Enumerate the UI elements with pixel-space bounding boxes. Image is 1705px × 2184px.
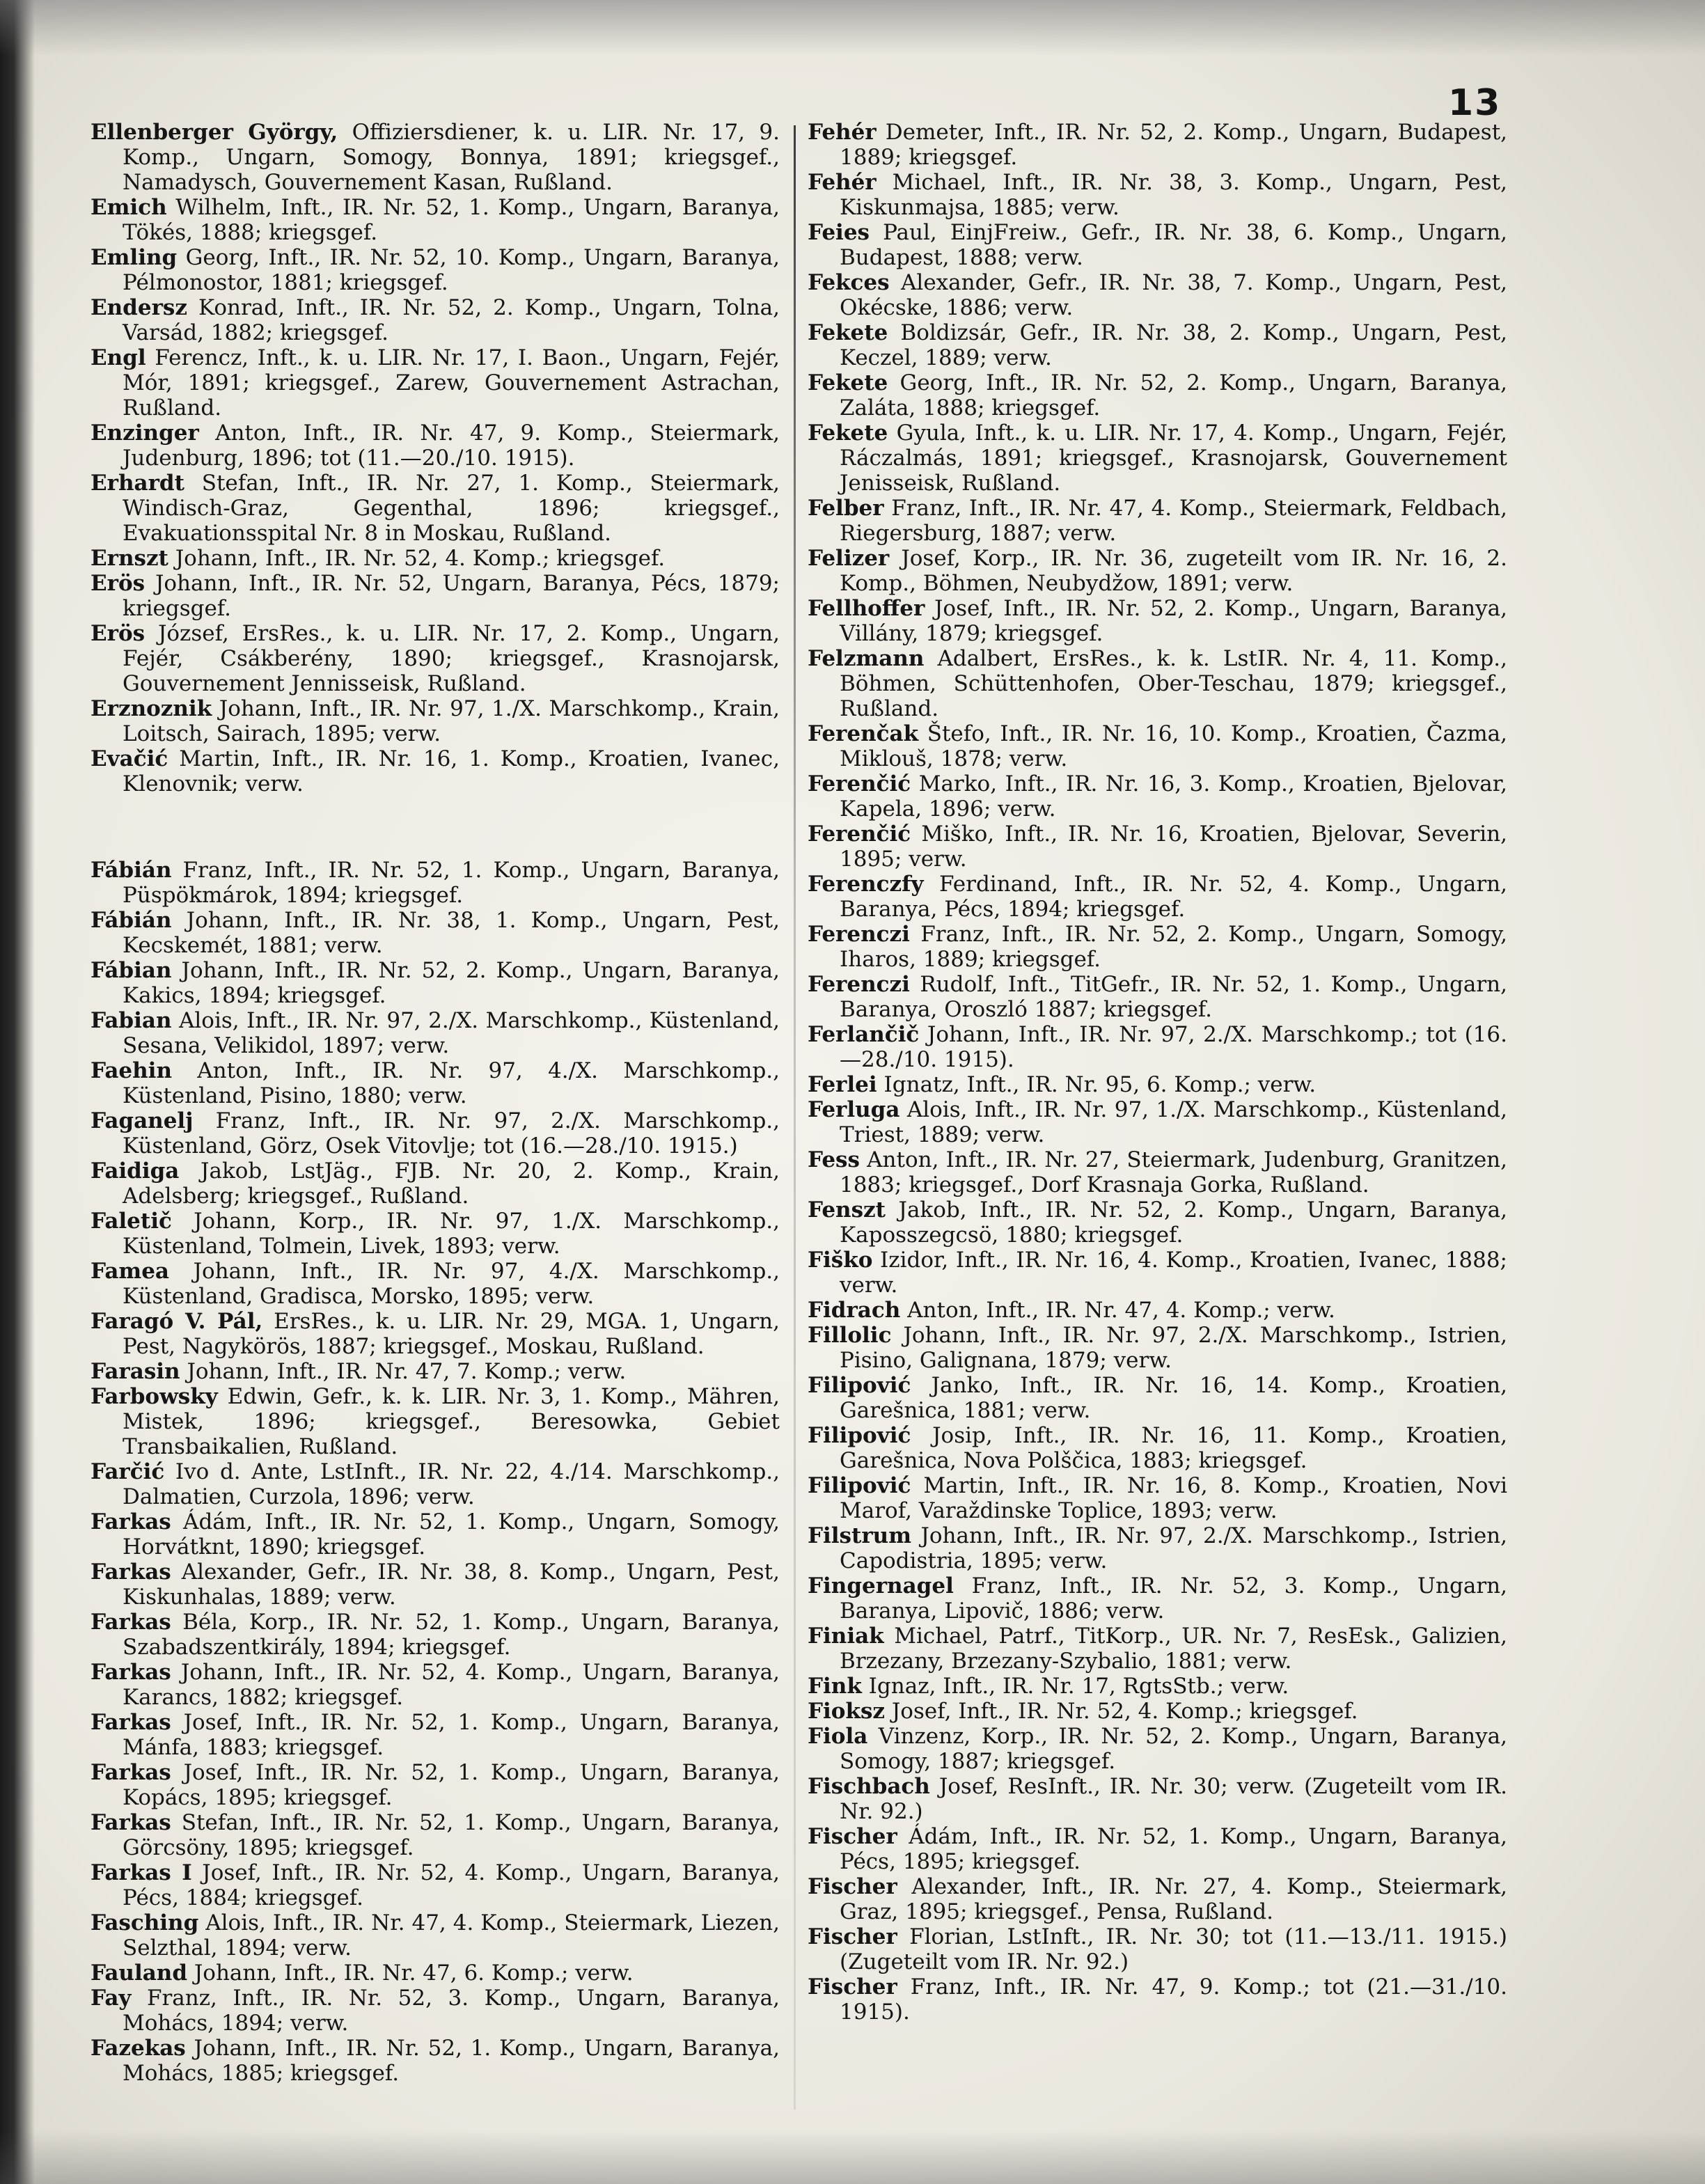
list-entry	[91, 1384, 780, 1459]
list-entry	[808, 120, 1507, 170]
entry-surname: Emling	[91, 245, 178, 270]
entry-surname: Famea	[91, 1259, 170, 1284]
entry-surname: Farčić	[91, 1459, 165, 1484]
entry-surname: Fischer	[808, 1924, 897, 1949]
list-entry	[91, 1158, 780, 1209]
entry-details: Johann, Inft., IR. Nr. 97, 2./X. Marschkomp., Istrien, Capodistria, 1895; verw.	[840, 1523, 1507, 1573]
entry-surname: Felizer	[808, 546, 890, 571]
entry-details: Anton, Inft., IR. Nr. 27, Steiermark, Judenburg, Granitzen, 1883; kriegsgef., Dorf Krasnaja Gorka, Rußland.	[840, 1147, 1507, 1197]
page-number: 13	[1448, 82, 1502, 124]
list-entry	[808, 1774, 1507, 1824]
entry-surname: Erös	[91, 571, 146, 596]
list-entry	[91, 1509, 780, 1560]
list-entry	[91, 2036, 780, 2086]
entry-surname: Fiola	[808, 1724, 868, 1749]
list-entry	[808, 822, 1507, 872]
list-entry	[808, 1022, 1507, 1072]
list-entry	[91, 1309, 780, 1359]
entry-details: Franz, Inft., IR. Nr. 52, 2. Komp., Ungarn, Somogy, Iharos, 1889; kriegsgef.	[840, 922, 1507, 972]
entry-surname: Felzmann	[808, 646, 925, 671]
entry-details: Edwin, Gefr., k. k. LIR. Nr. 3, 1. Komp., Mähren, Mistek, 1896; kriegsgef., Beresowka, Gebiet Transbaikalien, Rußland.	[123, 1384, 780, 1459]
list-entry	[808, 1924, 1507, 1974]
list-entry	[91, 345, 780, 421]
entry-details: Franz, Inft., IR. Nr. 52, 3. Komp., Ungarn, Baranya, Mohács, 1894; verw.	[123, 1986, 780, 2036]
list-entry	[808, 1724, 1507, 1774]
entry-details: Franz, Inft., IR. Nr. 47, 4. Komp., Steiermark, Feldbach, Riegersburg, 1887; verw.	[840, 496, 1507, 546]
entry-surname: Erznoznik	[91, 696, 212, 721]
list-entry	[91, 295, 780, 345]
entry-surname: Fink	[808, 1674, 862, 1699]
entry-details: Izidor, Inft., IR. Nr. 16, 4. Komp., Kroatien, Ivanec, 1888; verw.	[840, 1248, 1507, 1298]
entry-surname: Ferenczi	[808, 922, 910, 947]
entry-details: Michael, Inft., IR. Nr. 38, 3. Komp., Ungarn, Pest, Kiskunmajsa, 1885; verw.	[840, 170, 1507, 220]
entry-details: Rudolf, Inft., TitGefr., IR. Nr. 52, 1. Komp., Ungarn, Baranya, Oroszló 1887; kriegsgef.	[840, 972, 1507, 1022]
entry-surname: Engl	[91, 345, 146, 370]
entry-surname: Fenszt	[808, 1197, 886, 1223]
list-entry	[808, 1974, 1507, 2025]
list-entry	[808, 270, 1507, 320]
entry-details: Alois, Inft., IR. Nr. 97, 1./X. Marschkomp., Küstenland, Triest, 1889; verw.	[840, 1097, 1507, 1147]
entry-surname: Farkas	[91, 1560, 171, 1585]
entry-details: Johann, Inft., IR. Nr. 52, 2. Komp., Ungarn, Baranya, Kakics, 1894; kriegsgef.	[123, 958, 780, 1008]
entry-surname: Fehér	[808, 120, 877, 145]
entry-details: Michael, Patrf., TitKorp., UR. Nr. 7, ResEsk., Galizien, Brzezany, Brzezany-Szybalio, 1881; verw.	[840, 1624, 1507, 1674]
list-entry	[808, 972, 1507, 1022]
list-entry	[808, 1523, 1507, 1573]
list-entry	[91, 1810, 780, 1860]
entry-surname: Farkas	[91, 1710, 171, 1735]
entry-details: Josef, Inft., IR. Nr. 52, 2. Komp., Ungarn, Baranya, Villány, 1879; kriegsgef.	[840, 596, 1507, 646]
entry-details: Paul, EinjFreiw., Gefr., IR. Nr. 38, 6. Komp., Ungarn, Budapest, 1888; verw.	[840, 220, 1507, 270]
list-entry	[91, 1860, 780, 1910]
entry-details: Ádám, Inft., IR. Nr. 52, 1. Komp., Ungarn, Baranya, Pécs, 1895; kriegsgef.	[840, 1824, 1507, 1874]
entry-surname: Fekces	[808, 270, 890, 295]
list-entry	[808, 1072, 1507, 1097]
list-entry	[91, 471, 780, 546]
entry-details: Johann, Inft., IR. Nr. 97, 2./X. Marschkomp., Istrien, Pisino, Galignana, 1879; verw.	[840, 1323, 1507, 1373]
entry-details: Anton, Inft., IR. Nr. 47, 4. Komp.; verw.	[900, 1298, 1335, 1323]
list-entry	[808, 1824, 1507, 1874]
list-entry	[808, 220, 1507, 270]
list-entry	[91, 571, 780, 621]
list-entry	[91, 958, 780, 1008]
entry-details: Josip, Inft., IR. Nr. 16, 11. Komp., Kroatien, Garešnica, Nova Polščica, 1883; kriegsgef.	[840, 1423, 1507, 1473]
entry-surname: Erhardt	[91, 471, 184, 496]
entry-details: Franz, Inft., IR. Nr. 47, 9. Komp.; tot (21.—31./10. 1915).	[840, 1974, 1507, 2025]
entry-surname: Fehér	[808, 170, 877, 195]
entry-details: Johann, Inft., IR. Nr. 97, 1./X. Marschkomp., Krain, Loitsch, Sairach, 1895; verw.	[123, 696, 780, 746]
entry-details: Johann, Inft., IR. Nr. 47, 7. Komp.; verw.	[180, 1359, 627, 1384]
list-entry	[808, 496, 1507, 546]
entry-details: Miško, Inft., IR. Nr. 16, Kroatien, Bjelovar, Severin, 1895; verw.	[840, 822, 1507, 872]
entry-details: ErsRes., k. u. LIR. Nr. 29, MGA. 1, Ungarn, Pest, Nagykörös, 1887; kriegsgef., Moskau, Rußland.	[123, 1309, 780, 1359]
entry-surname: Fillolic	[808, 1323, 892, 1348]
entry-details: Johann, Inft., IR. Nr. 47, 6. Komp.; verw.	[187, 1961, 634, 1986]
entries-group-e	[91, 120, 780, 796]
entry-surname: Felber	[808, 496, 884, 521]
entry-surname: Ferlei	[808, 1072, 877, 1097]
entry-details: Georg, Inft., IR. Nr. 52, 2. Komp., Ungarn, Baranya, Zaláta, 1888; kriegsgef.	[840, 370, 1507, 421]
entry-surname: Fazekas	[91, 2036, 186, 2061]
entry-details: Franz, Inft., IR. Nr. 52, 3. Komp., Ungarn, Baranya, Lipovič, 1886; verw.	[840, 1573, 1507, 1624]
entry-surname: Fischer	[808, 1974, 897, 2000]
entry-details: Stefan, Inft., IR. Nr. 52, 1. Komp., Ungarn, Baranya, Görcsöny, 1895; kriegsgef.	[123, 1810, 780, 1860]
entry-surname: Fay	[91, 1986, 132, 2011]
scan-bottom-shadow	[0, 2130, 1705, 2184]
entry-details: Wilhelm, Inft., IR. Nr. 52, 1. Komp., Ungarn, Baranya, Tökés, 1888; kriegsgef.	[123, 195, 780, 245]
entry-details: Johann, Inft., IR. Nr. 97, 4./X. Marschkomp., Küstenland, Gradisca, Morsko, 1895; verw.	[123, 1259, 780, 1309]
entry-surname: Ferenczfy	[808, 872, 924, 897]
entry-surname: Fischer	[808, 1874, 897, 1899]
entry-details: Franz, Inft., IR. Nr. 52, 1. Komp., Ungarn, Baranya, Püspökmárok, 1894; kriegsgef.	[123, 858, 780, 908]
entry-surname: Fekete	[808, 320, 888, 345]
entry-details: Ignaz, Inft., IR. Nr. 17, RgtsStb.; verw.	[861, 1674, 1289, 1699]
entry-surname: Fábián	[91, 858, 172, 883]
entry-details: Georg, Inft., IR. Nr. 52, 10. Komp., Ungarn, Baranya, Pélmonostor, 1881; kriegsgef.	[123, 245, 780, 295]
list-entry	[91, 1986, 780, 2036]
entry-details: Florian, LstInft., IR. Nr. 30; tot (11.—13./11. 1915.) (Zugeteilt vom IR. Nr. 92.)	[840, 1924, 1507, 1974]
entry-details: Stefan, Inft., IR. Nr. 27, 1. Komp., Steiermark, Windisch-Graz, Gegenthal, 1896; kriegsgef., Evakuationsspital Nr. 8 in Moskau, Rußland.	[123, 471, 780, 546]
scan-binding-shadow	[0, 0, 35, 2184]
list-entry	[91, 1961, 780, 1986]
list-entry	[808, 646, 1507, 721]
entry-surname: Farkas	[91, 1660, 171, 1685]
list-entry	[808, 1248, 1507, 1298]
entry-surname: Enzinger	[91, 421, 199, 446]
entry-details: Josef, Inft., IR. Nr. 52, 4. Komp.; kriegsgef.	[885, 1699, 1358, 1724]
entry-surname: Ferluga	[808, 1097, 900, 1122]
entry-surname: Filstrum	[808, 1523, 912, 1548]
entry-details: Ignatz, Inft., IR. Nr. 95, 6. Komp.; verw.	[877, 1072, 1317, 1097]
list-entry	[808, 721, 1507, 771]
entry-surname: Evačić	[91, 746, 168, 771]
entry-surname: Feies	[808, 220, 870, 245]
list-entry	[808, 421, 1507, 496]
list-entry	[808, 1097, 1507, 1147]
entry-details: Martin, Inft., IR. Nr. 16, 8. Komp., Kroatien, Novi Marof, Varaždinske Toplice, 1893; verw.	[840, 1473, 1507, 1523]
list-entry	[808, 1298, 1507, 1323]
entries-group-f	[91, 858, 780, 2086]
entry-surname: Fellhoffer	[808, 596, 925, 621]
entry-surname: Fekete	[808, 370, 888, 395]
list-entry	[91, 421, 780, 471]
list-entry	[91, 245, 780, 295]
entry-surname: Farkas	[91, 1760, 171, 1785]
entry-surname: Filipović	[808, 1373, 911, 1398]
entry-surname: Fasching	[91, 1910, 199, 1935]
list-entry	[808, 320, 1507, 370]
entry-surname: Farkas I	[91, 1860, 192, 1885]
entry-surname: Fábian	[91, 958, 172, 983]
entry-details: Ferdinand, Inft., IR. Nr. 52, 4. Komp., Ungarn, Baranya, Pécs, 1894; kriegsgef.	[840, 872, 1507, 922]
right-column	[808, 120, 1507, 2025]
entry-details: Josef, Inft., IR. Nr. 52, 4. Komp., Ungarn, Baranya, Pécs, 1884; kriegsgef.	[123, 1860, 780, 1910]
entry-details: Johann, Inft., IR. Nr. 97, 2./X. Marschkomp.; tot (16.—28./10. 1915).	[840, 1022, 1507, 1072]
column-divider	[794, 125, 796, 2110]
entry-details: Alexander, Inft., IR. Nr. 27, 4. Komp., Steiermark, Graz, 1895; kriegsgef., Pensa, Rußland.	[840, 1874, 1507, 1924]
list-entry	[808, 1573, 1507, 1624]
entry-details: Martin, Inft., IR. Nr. 16, 1. Komp., Kroatien, Ivanec, Klenovnik; verw.	[123, 746, 780, 796]
entry-details: Boldizsár, Gefr., IR. Nr. 38, 2. Komp., Ungarn, Pest, Keczel, 1889; verw.	[840, 320, 1507, 370]
entry-surname: Fauland	[91, 1961, 188, 1986]
entry-details: Alois, Inft., IR. Nr. 47, 4. Komp., Steiermark, Liezen, Selzthal, 1894; verw.	[123, 1910, 780, 1961]
entry-surname: Farkas	[91, 1810, 171, 1835]
entry-details: Anton, Inft., IR. Nr. 47, 9. Komp., Steiermark, Judenburg, 1896; tot (11.—20./10. 1915).	[123, 421, 780, 471]
entry-surname: Fischbach	[808, 1774, 930, 1799]
list-entry	[808, 1699, 1507, 1724]
entry-details: Josef, ResInft., IR. Nr. 30; verw. (Zugeteilt vom IR. Nr. 92.)	[840, 1774, 1507, 1824]
list-entry	[91, 195, 780, 245]
entry-surname: Fischer	[808, 1824, 897, 1849]
list-entry	[808, 596, 1507, 646]
entry-surname: Fabian	[91, 1008, 172, 1033]
entry-details: Jakob, LstJäg., FJB. Nr. 20, 2. Komp., Krain, Adelsberg; kriegsgef., Rußland.	[123, 1158, 780, 1209]
entry-surname: Ellenberger György,	[91, 120, 338, 145]
entry-details: Gyula, Inft., k. u. LIR. Nr. 17, 4. Komp., Ungarn, Fejér, Ráczalmás, 1891; kriegsgef., Krasnojarsk, Gouvernement Jenisseisk, Rußland.	[840, 421, 1507, 496]
entry-surname: Filipović	[808, 1473, 911, 1498]
entry-details: Jakob, Inft., IR. Nr. 52, 2. Komp., Ungarn, Baranya, Kaposszegcsö, 1880; kriegsgef.	[840, 1197, 1507, 1248]
entry-details: Alexander, Gefr., IR. Nr. 38, 8. Komp., Ungarn, Pest, Kiskunhalas, 1889; verw.	[123, 1560, 780, 1610]
entry-surname: Faletič	[91, 1209, 172, 1234]
entry-surname: Fábián	[91, 908, 172, 933]
entry-surname: Fiško	[808, 1248, 873, 1273]
entry-details: Anton, Inft., IR. Nr. 97, 4./X. Marschkomp., Küstenland, Pisino, 1880; verw.	[123, 1058, 780, 1108]
entry-details: Josef, Inft., IR. Nr. 52, 1. Komp., Ungarn, Baranya, Mánfa, 1883; kriegsgef.	[123, 1710, 780, 1760]
entry-details: Johann, Inft., IR. Nr. 52, 1. Komp., Ungarn, Baranya, Mohács, 1885; kriegsgef.	[123, 2036, 780, 2086]
entry-surname: Farbowsky	[91, 1384, 218, 1409]
entry-surname: Farkas	[91, 1610, 171, 1635]
list-entry	[808, 1624, 1507, 1674]
entry-surname: Fidrach	[808, 1298, 901, 1323]
entry-surname: Farasin	[91, 1359, 180, 1384]
list-entry	[808, 370, 1507, 421]
entry-details: Konrad, Inft., IR. Nr. 52, 2. Komp., Ungarn, Tolna, Varsád, 1882; kriegsgef.	[123, 295, 780, 345]
entry-surname: Fingernagel	[808, 1573, 954, 1598]
entry-surname: Finiak	[808, 1624, 884, 1649]
entry-details: Josef, Korp., IR. Nr. 36, zugeteilt vom IR. Nr. 16, 2. Komp., Böhmen, Neubydžow, 1891; verw.	[840, 546, 1507, 596]
list-entry	[91, 1459, 780, 1509]
entry-surname: Ferenčić	[808, 822, 911, 847]
entry-surname: Faidiga	[91, 1158, 180, 1184]
list-entry	[91, 746, 780, 796]
list-entry	[91, 1259, 780, 1309]
list-entry	[808, 1423, 1507, 1473]
list-entry	[808, 1473, 1507, 1523]
list-entry	[808, 1674, 1507, 1699]
entry-details: Demeter, Inft., IR. Nr. 52, 2. Komp., Ungarn, Budapest, 1889; kriegsgef.	[840, 120, 1507, 170]
entry-details: József, ErsRes., k. u. LIR. Nr. 17, 2. Komp., Ungarn, Fejér, Csákberény, 1890; kriegsgef., Krasnojarsk, Gouvernement Jennisseisk, Rußland.	[123, 621, 780, 696]
entry-surname: Ferlančič	[808, 1022, 920, 1047]
list-entry	[91, 1560, 780, 1610]
list-entry	[91, 1760, 780, 1810]
entry-surname: Emich	[91, 195, 167, 220]
entry-surname: Endersz	[91, 295, 187, 320]
list-entry	[808, 1323, 1507, 1373]
entry-details: Alexander, Gefr., IR. Nr. 38, 7. Komp., Ungarn, Pest, Okécske, 1886; verw.	[840, 270, 1507, 320]
entry-surname: Fess	[808, 1147, 860, 1172]
entry-surname: Ernszt	[91, 546, 168, 571]
entry-surname: Fioksz	[808, 1699, 885, 1724]
list-entry	[91, 1359, 780, 1384]
list-entry	[808, 771, 1507, 822]
list-entry	[808, 546, 1507, 596]
list-entry	[808, 1197, 1507, 1248]
list-entry	[91, 120, 780, 195]
entry-details: Marko, Inft., IR. Nr. 16, 3. Komp., Kroatien, Bjelovar, Kapela, 1896; verw.	[840, 771, 1507, 822]
list-entry	[91, 1108, 780, 1158]
entry-details: Ádám, Inft., IR. Nr. 52, 1. Komp., Ungarn, Somogy, Horvátknt, 1890; kriegsgef.	[123, 1509, 780, 1560]
list-entry	[91, 1008, 780, 1058]
entry-details: Vinzenz, Korp., IR. Nr. 52, 2. Komp., Ungarn, Baranya, Somogy, 1887; kriegsgef.	[840, 1724, 1507, 1774]
entry-surname: Filipović	[808, 1423, 911, 1448]
entry-details: Alois, Inft., IR. Nr. 97, 2./X. Marschkomp., Küstenland, Sesana, Velikidol, 1897; verw.	[123, 1008, 780, 1058]
list-entry	[91, 858, 780, 908]
list-entry	[91, 1710, 780, 1760]
entry-details: Adalbert, ErsRes., k. k. LstIR. Nr. 4, 11. Komp., Böhmen, Schüttenhofen, Ober-Teschau, 1879; kriegsgef., Rußland.	[840, 646, 1507, 721]
list-entry	[808, 1874, 1507, 1924]
entry-surname: Ferenčak	[808, 721, 919, 746]
entry-surname: Ferenczi	[808, 972, 910, 997]
entry-details: Ferencz, Inft., k. u. LIR. Nr. 17, I. Baon., Ungarn, Fejér, Mór, 1891; kriegsgef., Zarew, Gouvernement Astrachan, Rußland.	[123, 345, 780, 421]
entry-surname: Faragó V. Pál,	[91, 1309, 263, 1334]
list-entry	[91, 1910, 780, 1961]
entry-details: Johann, Inft., IR. Nr. 52, 4. Komp., Ungarn, Baranya, Karancs, 1882; kriegsgef.	[123, 1660, 780, 1710]
entry-details: Ivo d. Ante, LstInft., IR. Nr. 22, 4./14. Marschkomp., Dalmatien, Curzola, 1896; verw.	[123, 1459, 780, 1509]
list-entry	[808, 872, 1507, 922]
list-entry	[91, 1058, 780, 1108]
entry-surname: Erös	[91, 621, 146, 646]
list-entry	[808, 1373, 1507, 1423]
entry-details: Štefo, Inft., IR. Nr. 16, 10. Komp., Kroatien, Čazma, Miklouš, 1878; verw.	[840, 721, 1507, 771]
entries-right	[808, 120, 1507, 2025]
entry-details: Johann, Inft., IR. Nr. 38, 1. Komp., Ungarn, Pest, Kecskemét, 1881; verw.	[123, 908, 780, 958]
list-entry	[91, 546, 780, 571]
entry-surname: Fekete	[808, 421, 888, 446]
list-entry	[91, 908, 780, 958]
entry-details: Johann, Inft., IR. Nr. 52, 4. Komp.; kriegsgef.	[168, 546, 666, 571]
list-entry	[91, 1660, 780, 1710]
entry-surname: Faganelj	[91, 1108, 194, 1133]
entry-details: Johann, Korp., IR. Nr. 97, 1./X. Marschkomp., Küstenland, Tolmein, Livek, 1893; verw.	[123, 1209, 780, 1259]
list-entry	[808, 922, 1507, 972]
entry-surname: Faehin	[91, 1058, 172, 1083]
entry-details: Franz, Inft., IR. Nr. 97, 2./X. Marschkomp., Küstenland, Görz, Osek Vitovlje; tot (16.—28./10. 1915.)	[123, 1108, 780, 1158]
entry-details: Josef, Inft., IR. Nr. 52, 1. Komp., Ungarn, Baranya, Kopács, 1895; kriegsgef.	[123, 1760, 780, 1810]
entry-details: Offiziersdiener, k. u. LIR. Nr. 17, 9. Komp., Ungarn, Somogy, Bonnya, 1891; kriegsgef., Namadysch, Gouvernement Kasan, Rußland.	[123, 120, 780, 195]
left-column	[91, 120, 780, 2086]
entry-details: Johann, Inft., IR. Nr. 52, Ungarn, Baranya, Pécs, 1879; kriegsgef.	[123, 571, 780, 621]
list-entry	[808, 170, 1507, 220]
list-entry	[91, 621, 780, 696]
entry-surname: Farkas	[91, 1509, 171, 1534]
entry-surname: Ferenčić	[808, 771, 911, 796]
entry-details: Béla, Korp., IR. Nr. 52, 1. Komp., Ungarn, Baranya, Szabadszentkirály, 1894; kriegsgef.	[123, 1610, 780, 1660]
list-entry	[91, 1610, 780, 1660]
list-entry	[91, 1209, 780, 1259]
list-entry	[91, 696, 780, 746]
list-entry	[808, 1147, 1507, 1197]
section-gap	[91, 796, 780, 858]
entry-details: Janko, Inft., IR. Nr. 16, 14. Komp., Kroatien, Garešnica, 1881; verw.	[840, 1373, 1507, 1423]
scan-top-shadow	[0, 0, 1705, 56]
